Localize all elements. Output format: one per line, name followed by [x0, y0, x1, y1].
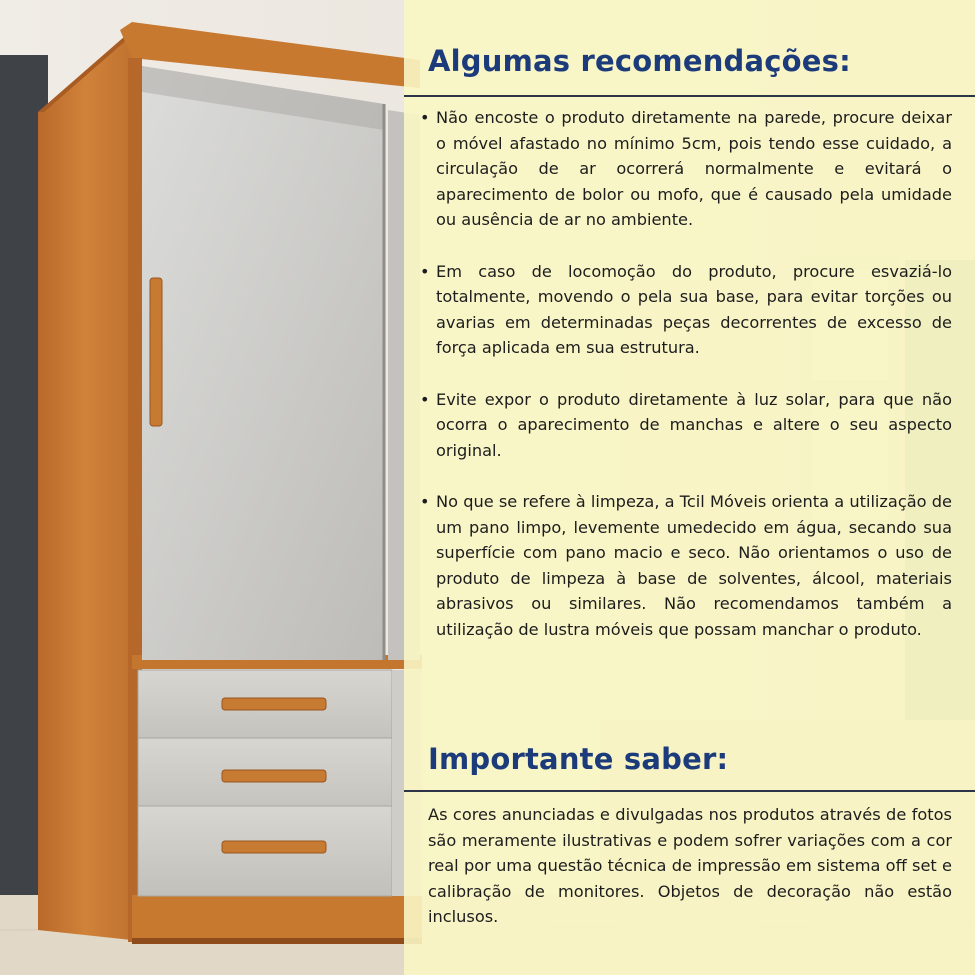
recommendation-item: • Em caso de locomoção do produto, procure esvaziá-lo totalmente, movendo o pela sua base, para evitar torções ou avarias em determinadas peças decorrentes de excesso de força aplicada em sua estrutura.: [420, 259, 952, 361]
recommendation-item: • Não encoste o produto diretamente na parede, procure deixar o móvel afastado no mínimo 5cm, pois tendo esse cuidado, a circulação de ar ocorrerá normalmente e evitará o aparecimento de bolor ou mofo, que é causado pela umidade ou ausência de ar no ambiente.: [420, 105, 952, 233]
recommendations-heading: Algumas recomendações:: [428, 44, 851, 78]
heading-divider: [404, 95, 975, 97]
heading-divider: [404, 790, 975, 792]
important-heading: Importante saber:: [428, 742, 729, 776]
recommendation-item: • No que se refere à limpeza, a Tcil Móveis orienta a utilização de um pano limpo, levemente umedecido em água, secando sua superfície com pano macio e seco. Não orientamos o uso de produto de limpeza à base de solventes, álcool, materiais abrasivos ou similares. Não recomendamos também a utilização de lustra móveis que possam manchar o produto.: [420, 489, 952, 642]
recommendation-item: • Evite expor o produto diretamente à luz solar, para que não ocorra o aparecimento de manchas e altere o seu aspecto original.: [420, 387, 952, 464]
recommendations-list: [420, 105, 952, 668]
important-text: As cores anunciadas e divulgadas nos produtos através de fotos são meramente ilustrativas e podem sofrer variações com a cor real por uma questão técnica de impressão em sistema off set e calibração de monitores. Objetos de decoração não estão inclusos.: [428, 805, 952, 926]
